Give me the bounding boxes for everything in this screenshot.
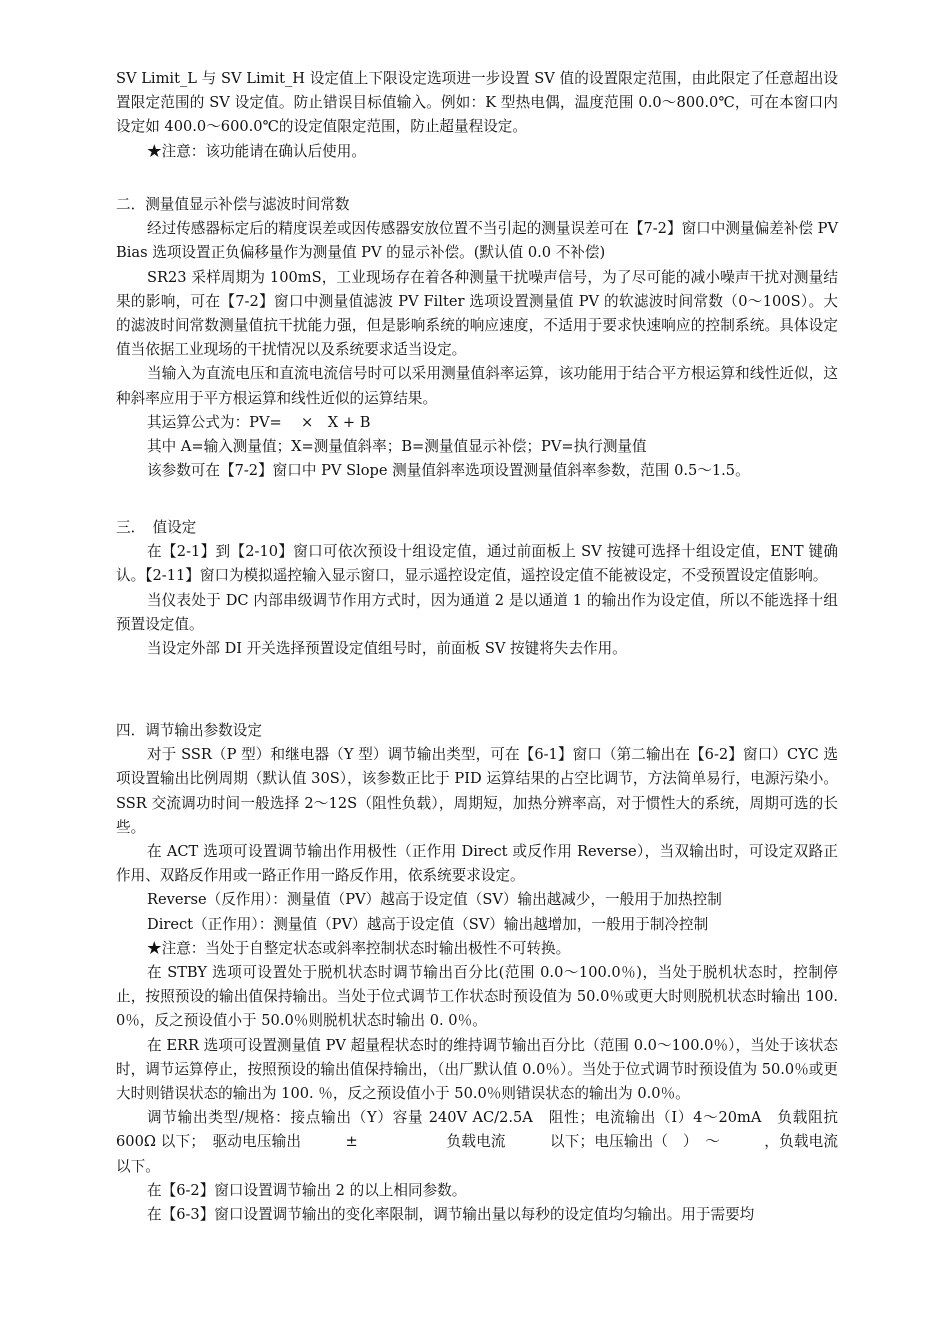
section-4-paragraph: 在 ACT 选项可设置调节输出作用极性（正作用 Direct 或反作用 Reverse），当双输出时，可设定双路正作用、双路反作用或一路正作用一路反作用，依系统要求设定。 <box>116 843 838 885</box>
section-4-paragraph: 调节输出类型/规格：接点输出（Y）容量 240V AC/2.5A 阻性；电流输出（I）4～20mA 负载阻抗 600Ω 以下； 驱动电压输出 ± 负载电流 以下；电压输出（ ） ～ ，负载电流 以下。 <box>116 1109 882 1175</box>
section-4-note: ★注意：当处于自整定状态或斜率控制状态时输出极性不可转换。 <box>147 939 571 957</box>
section-2-heading: 二．测量值显示补偿与滤波时间常数 <box>116 196 350 213</box>
section-2 <box>116 193 838 483</box>
intro-note: ★注意：该功能请在确认后使用。 <box>147 142 366 160</box>
section-4-paragraph: 对于 SSR（P 型）和继电器（Y 型）调节输出类型，可在【6-1】窗口（第二输出在【6-2】窗口）CYC 选项设置输出比例周期（默认值 30S），该参数正比于 PID 运算结果的占空比调节，方法简单易行，电源污染小。SSR 交流调功时间一般选择 2～12S（阻性负载），周期短，加热分辨率高，对于惯性大的系统，周期可选的长些。 <box>116 746 838 836</box>
section-4-paragraph: Reverse（反作用）：测量值（PV）越高于设定值（SV）输出越减少，一般用于加热控制 <box>147 891 722 909</box>
section-3-paragraph: 当设定外部 DI 开关选择预置设定值组号时，前面板 SV 按键将失去作用。 <box>147 640 627 658</box>
section-4 <box>116 719 882 1227</box>
section-3-heading: 三． 值设定 <box>116 519 197 536</box>
section-4-paragraph: 在【6-3】窗口设置调节输出的变化率限制，调节输出量以每秒的设定值均匀输出。用于需要均 <box>147 1206 755 1224</box>
intro-section <box>116 67 838 164</box>
section-4-heading: 四．调节输出参数设定 <box>116 722 262 739</box>
section-2-paragraph: 当输入为直流电压和直流电流信号时可以采用测量值斜率运算，该功能用于结合平方根运算和线性近似，这种斜率应用于平方根运算和线性近似的运算结果。 <box>116 365 838 407</box>
section-4-paragraph: 在 STBY 选项可设置处于脱机状态时调节输出百分比(范围 0.0～100.0％)，当处于脱机状态时，控制停止，按照预设的输出值保持输出。当处于位式调节工作状态时预设值为 50.0％或更大时则脱机状态时输出 100. 0％，反之预设值小于 50.0％则脱机状态时输出 0. 0％。 <box>116 964 838 1030</box>
section-4-paragraph: Direct（正作用）：测量值（PV）越高于设定值（SV）输出越增加，一般用于制冷控制 <box>147 915 709 933</box>
section-4-paragraph: 在【6-2】窗口设置调节输出 2 的以上相同参数。 <box>147 1181 467 1199</box>
section-3-paragraph: 当仪表处于 DC 内部串级调节作用方式时，因为通道 2 是以通道 1 的输出作为设定值，所以不能选择十组预置设定值。 <box>116 591 838 633</box>
section-2-paragraph: 经过传感器标定后的精度误差或因传感器安放位置不当引起的测量误差可在【7-2】窗口中测量偏差补偿 PV Bias 选项设置正负偏移量作为测量值 PV 的显示补偿。(默认值 0.0 不补偿) <box>116 220 838 262</box>
intro-paragraph: SV Limit_L 与 SV Limit_H 设定值上下限设定选项进一步设置 SV 值的设置限定范围，由此限定了任意超出设置限定范围的 SV 设定值。防止错误目标值输入。例如：K 型热电偶，温度范围 0.0～800.0℃，可在本窗口内设定如 400.0～600.0℃的设定值限定范围，防止超量程设定。 <box>116 70 838 136</box>
section-2-formula: 其运算公式为：PV= × X + B <box>147 413 371 431</box>
section-4-paragraph: 在 ERR 选项可设置测量值 PV 超量程状态时的维持调节输出百分比（范围 0.0～100.0％），当处于该状态时，调节运算停止，按照预设的输出值保持输出，（出厂默认值 0.0％）。当处于位式调节时预设值为 50.0％或更大时则错误状态的输出为 100. ％，反之预设值小于 50.0％则错误状态的输出为 0.0％。 <box>116 1036 838 1103</box>
section-3-paragraph: 在【2-1】到【2-10】窗口可依次预设十组设定值，通过前面板上 SV 按键可选择十组设定值，ENT 键确认。【2-11】窗口为模拟遥控输入显示窗口，显示遥控设定值，遥控设定值不能被设定，不受预置设定值影响。 <box>116 543 838 585</box>
section-3 <box>116 516 838 661</box>
section-2-paragraph: 其中 A=输入测量值；X=测量值斜率；B=测量值显示补偿；PV=执行测量值 <box>147 438 647 456</box>
section-2-paragraph: 该参数可在【7-2】窗口中 PV Slope 测量值斜率选项设置测量值斜率参数，范围 0.5～1.5。 <box>147 462 750 480</box>
section-2-paragraph: SR23 采样周期为 100mS，工业现场存在着各种测量干扰噪声信号，为了尽可能的减小噪声干扰对测量结果的影响，可在【7-2】窗口中测量值滤波 PV Filter 选项设置测量值 PV 的软滤波时间常数（0～100S）。大的滤波时间常数测量值抗干扰能力强，但是影响系统的响应速度，不适用于要求快速响应的控制系统。具体设定值当依据工业现场的干扰情况以及系统要求适当设定。 <box>116 268 838 359</box>
